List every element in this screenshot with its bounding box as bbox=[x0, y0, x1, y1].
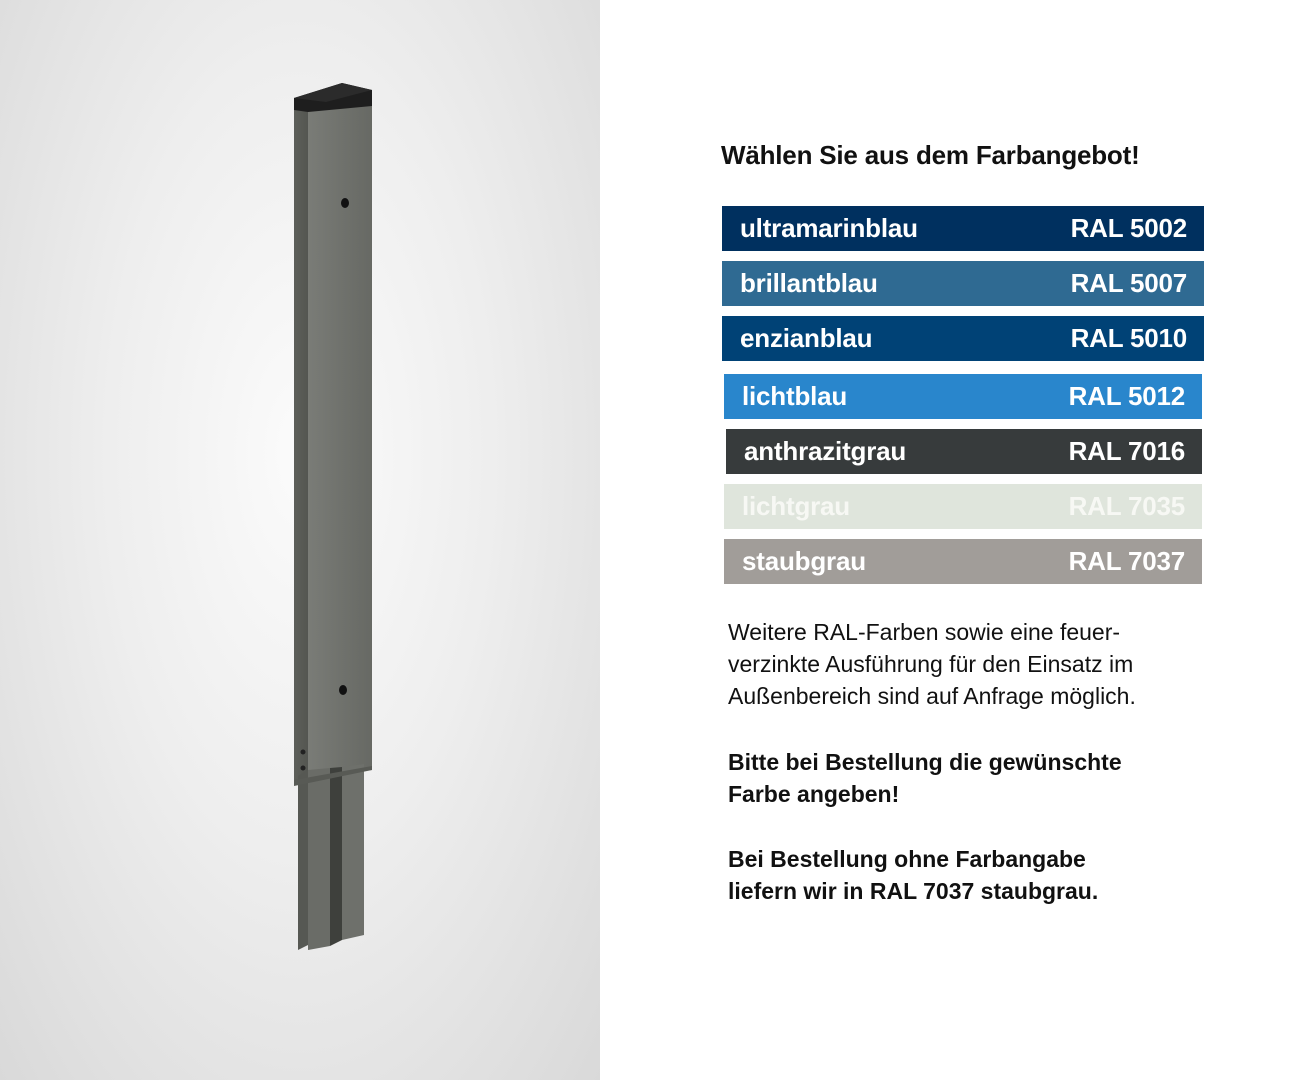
info-line: Farbe angeben! bbox=[728, 781, 900, 807]
info-line: Bitte bei Bestellung die gewünschte bbox=[728, 749, 1122, 775]
post-leg-right bbox=[342, 764, 364, 940]
post-leg-left-side bbox=[298, 770, 308, 950]
info-line: Bei Bestellung ohne Farbangabe bbox=[728, 846, 1086, 872]
color-swatch-row bbox=[722, 261, 1204, 306]
color-name: enzianblau bbox=[740, 323, 873, 353]
post-hole-small-1 bbox=[301, 750, 306, 755]
post-side-face bbox=[294, 96, 308, 784]
color-swatch-row bbox=[722, 206, 1204, 251]
color-code: RAL 5007 bbox=[1070, 268, 1187, 298]
post-hole-small-2 bbox=[301, 766, 306, 771]
color-code: RAL 5002 bbox=[1070, 213, 1187, 243]
color-code: RAL 7016 bbox=[1068, 436, 1185, 466]
color-code: RAL 7035 bbox=[1068, 491, 1185, 521]
color-code: RAL 5012 bbox=[1068, 381, 1185, 411]
post-product-image bbox=[0, 0, 600, 1080]
info-line: liefern wir in RAL 7037 staubgrau. bbox=[728, 878, 1099, 904]
post-leg-gap bbox=[330, 767, 342, 946]
color-swatch-row bbox=[726, 429, 1202, 474]
color-swatch-row bbox=[724, 539, 1202, 584]
info-line: verzinkte Ausführung für den Einsatz im bbox=[728, 651, 1134, 677]
post-hole-upper bbox=[341, 198, 349, 208]
post-hole-lower bbox=[339, 685, 347, 695]
color-code: RAL 7037 bbox=[1068, 546, 1185, 576]
post-leg-left bbox=[308, 768, 330, 950]
info-paragraph-default-color bbox=[728, 843, 1228, 907]
page-title: Wählen Sie aus dem Farbangebot! bbox=[721, 140, 1140, 170]
info-paragraph-order-note bbox=[728, 746, 1228, 810]
color-name: staubgrau bbox=[742, 546, 866, 576]
color-swatch-row bbox=[724, 484, 1202, 529]
color-name: lichtblau bbox=[742, 381, 848, 411]
info-paragraph-more-colors bbox=[728, 616, 1228, 712]
color-info-panel bbox=[600, 0, 1300, 1080]
info-line: Außenbereich sind auf Anfrage möglich. bbox=[728, 683, 1136, 709]
color-code: RAL 5010 bbox=[1070, 323, 1187, 353]
color-name: ultramarinblau bbox=[740, 213, 918, 243]
color-name: brillantblau bbox=[740, 268, 878, 298]
color-name: lichtgrau bbox=[742, 491, 850, 521]
color-swatch-row bbox=[722, 316, 1204, 361]
product-image-panel bbox=[0, 0, 600, 1080]
info-line: Weitere RAL-Farben sowie eine feuer- bbox=[728, 619, 1121, 645]
post-front-face bbox=[308, 94, 372, 776]
color-swatch-row bbox=[724, 374, 1202, 419]
color-swatch-list bbox=[722, 206, 1204, 594]
color-name: anthrazitgrau bbox=[744, 436, 907, 466]
